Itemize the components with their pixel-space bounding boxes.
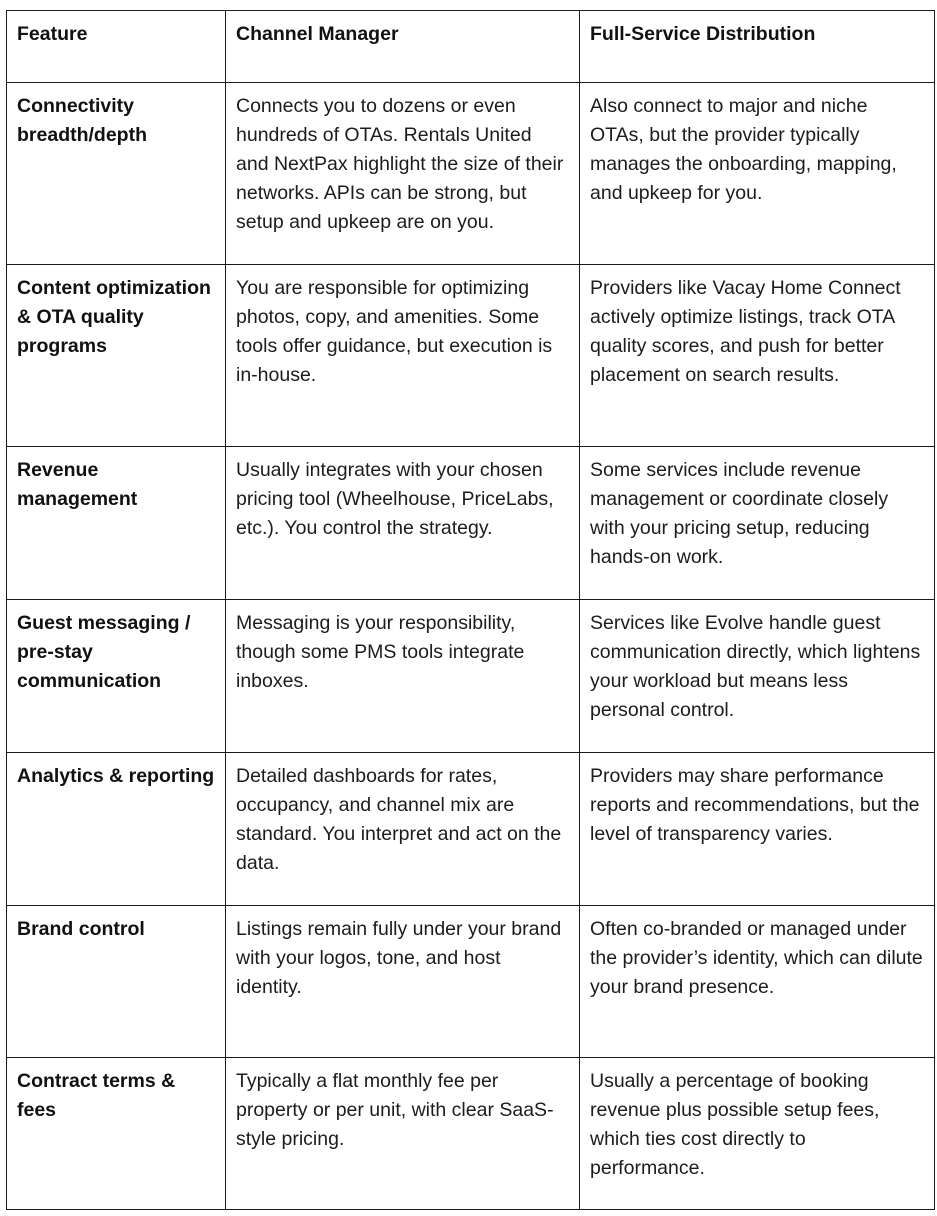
feature-cell: Connectivity breadth/depth xyxy=(7,83,226,265)
table-row xyxy=(7,600,935,753)
channel-manager-cell: Connects you to dozens or even hundreds of OTAs. Rentals United and NextPax highlight the size of their networks. APIs can be strong, but setup and upkeep are on you. xyxy=(226,83,580,265)
feature-cell: Brand control xyxy=(7,906,226,1058)
channel-manager-cell: Typically a flat monthly fee per property or per unit, with clear SaaS-style pricing. xyxy=(226,1058,580,1210)
channel-manager-cell: Messaging is your responsibility, though some PMS tools integrate inboxes. xyxy=(226,600,580,753)
full-service-cell: Providers may share performance reports and recommendations, but the level of transparency varies. xyxy=(580,753,935,906)
header-feature: Feature xyxy=(7,11,226,83)
feature-cell: Analytics & reporting xyxy=(7,753,226,906)
full-service-cell: Some services include revenue management or coordinate closely with your pricing setup, reducing hands-on work. xyxy=(580,447,935,600)
table-row xyxy=(7,906,935,1058)
channel-manager-cell: Usually integrates with your chosen pricing tool (Wheelhouse, PriceLabs, etc.). You control the strategy. xyxy=(226,447,580,600)
table-row xyxy=(7,447,935,600)
table-row xyxy=(7,83,935,265)
feature-cell: Guest messaging / pre-stay communication xyxy=(7,600,226,753)
full-service-cell: Services like Evolve handle guest communication directly, which lightens your workload but means less personal control. xyxy=(580,600,935,753)
header-channel-manager: Channel Manager xyxy=(226,11,580,83)
full-service-cell: Providers like Vacay Home Connect actively optimize listings, track OTA quality scores, and push for better placement on search results. xyxy=(580,265,935,447)
comparison-table xyxy=(6,10,935,1210)
feature-cell: Contract terms & fees xyxy=(7,1058,226,1210)
full-service-cell: Often co-branded or managed under the provider’s identity, which can dilute your brand presence. xyxy=(580,906,935,1058)
table-row xyxy=(7,265,935,447)
table-row xyxy=(7,753,935,906)
full-service-cell: Usually a percentage of booking revenue plus possible setup fees, which ties cost directly to performance. xyxy=(580,1058,935,1210)
full-service-cell: Also connect to major and niche OTAs, but the provider typically manages the onboarding, mapping, and upkeep for you. xyxy=(580,83,935,265)
table-header-row xyxy=(7,11,935,83)
feature-cell: Content optimization & OTA quality programs xyxy=(7,265,226,447)
header-full-service: Full-Service Distribution xyxy=(580,11,935,83)
feature-cell: Revenue management xyxy=(7,447,226,600)
channel-manager-cell: Detailed dashboards for rates, occupancy, and channel mix are standard. You interpret and act on the data. xyxy=(226,753,580,906)
channel-manager-cell: You are responsible for optimizing photos, copy, and amenities. Some tools offer guidance, but execution is in-house. xyxy=(226,265,580,447)
table-row xyxy=(7,1058,935,1210)
channel-manager-cell: Listings remain fully under your brand with your logos, tone, and host identity. xyxy=(226,906,580,1058)
